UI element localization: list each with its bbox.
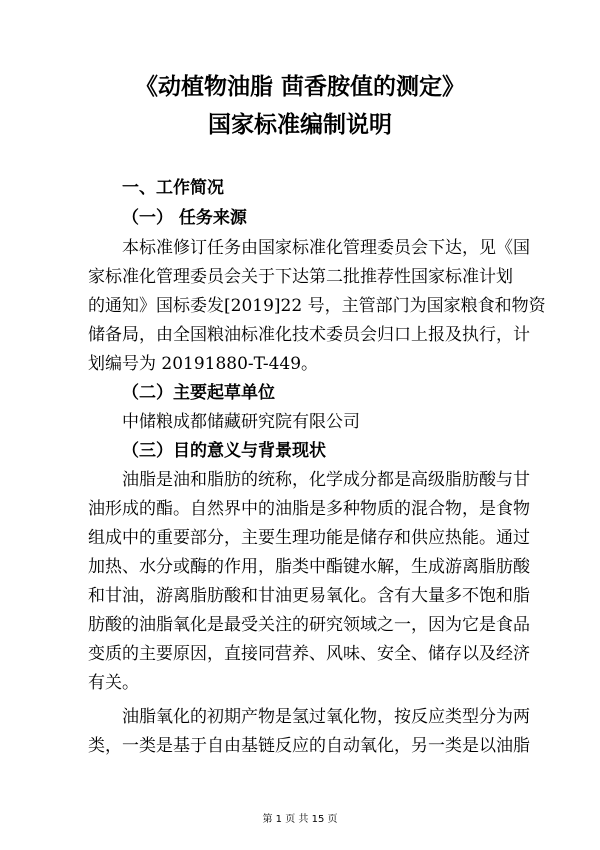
- paragraph-line: 变质的主要原因，直接同营养、风味、安全、储存以及经济: [88, 644, 530, 664]
- paragraph-line: 储备局，由全国粮油标准化技术委员会归口上报及执行，计: [88, 325, 530, 345]
- paragraph-line: 油脂是油和脂肪的统称，化学成分都是高级脂肪酸与甘: [122, 470, 530, 490]
- paragraph-line: 划编号为 20191880-T-449。: [88, 354, 319, 374]
- paragraph-line: 肪酸的油脂氧化是最受关注的研究领域之一，因为它是食品: [88, 615, 530, 635]
- section-heading-work-overview: 一、工作简况: [122, 178, 224, 198]
- paragraph-line: 油脂氧化的初期产物是氢过氧化物，按反应类型分为两: [122, 707, 530, 727]
- paragraph-line: 的通知》国标委发[2019]22 号，主管部门为国家粮食和物资: [88, 296, 546, 316]
- paragraph-line: 组成中的重要部分，主要生理功能是储存和供应热能。通过: [88, 528, 530, 548]
- subsection-heading-purpose-background: （三）目的意义与背景现状: [122, 441, 326, 461]
- paragraph-line: 加热、水分或酶的作用，脂类中酯键水解，生成游离脂肪酸: [88, 557, 530, 577]
- paragraph-line: 和甘油，游离脂肪酸和甘油更易氧化。含有大量多不饱和脂: [88, 586, 530, 606]
- document-title: 《动植物油脂 茴香胺值的测定》: [134, 73, 465, 100]
- document-subtitle: 国家标准编制说明: [208, 111, 392, 138]
- subsection-heading-task-source: （一） 任务来源: [122, 208, 247, 228]
- paragraph-line: 类，一类是基于自由基链反应的自动氧化，另一类是以油脂: [88, 736, 530, 756]
- paragraph-line: 有关。: [88, 673, 139, 693]
- paragraph-line: 油形成的酯。自然界中的油脂是多种物质的混合物，是食物: [88, 499, 530, 519]
- paragraph-line: 本标准修订任务由国家标准化管理委员会下达，见《国: [122, 238, 530, 258]
- paragraph-line: 中储粮成都储藏研究院有限公司: [122, 412, 360, 432]
- subsection-heading-drafting-unit: （二）主要起草单位: [122, 383, 275, 403]
- page-number-footer: 第 1 页 共 15 页: [262, 814, 338, 825]
- paragraph-line: 家标准化管理委员会关于下达第二批推荐性国家标准计划: [88, 267, 513, 287]
